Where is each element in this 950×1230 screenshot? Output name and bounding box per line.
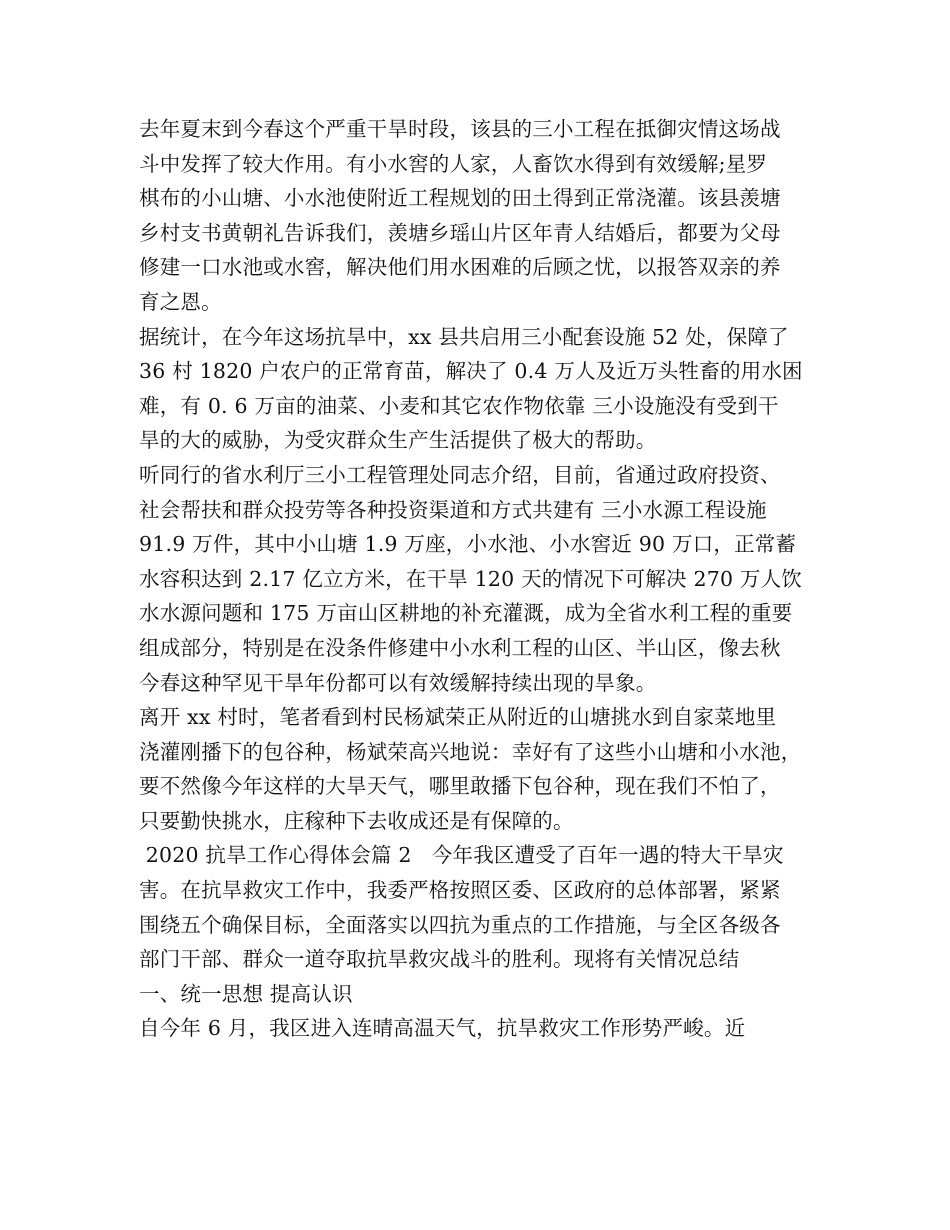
text-line: 去年夏末到今春这个严重干旱时段，该县的三小工程在抵御灾情这场战 <box>139 117 781 141</box>
text-line: 害。在抗旱救灾工作中，我委严格按照区委、区政府的总体部署，紧紧 <box>139 878 781 903</box>
text-line: 水容积达到 2.17 亿立方米，在干旱 120 天的情况下可解决 270 万人饮 <box>139 566 802 591</box>
text-line: 难，有 0. 6 万亩的油菜、小麦和其它农作物依靠 三小设施没有受到干 <box>139 393 779 418</box>
text-line: 修建一口水池或水窖，解决他们用水困难的后顾之忧，以报答双亲的养 <box>139 255 781 280</box>
subheading-line: 一、统一思想 提高认识 <box>139 981 353 1006</box>
text-line: 围绕五个确保目标，全面落实以四抗为重点的工作措施，与全区各级各 <box>139 912 781 937</box>
text-line: 社会帮扶和群众投劳等各种投资渠道和方式共建有 三小水源工程设施 <box>139 497 767 522</box>
text-line: 36 村 1820 户农户的正常育苗，解决了 0.4 万人及近万头牲畜的用水困 <box>139 359 803 384</box>
text-line: 组成部分，特别是在没条件修建中小水利工程的山区、半山区，像去秋 <box>139 635 781 660</box>
text-line: 水水源问题和 175 万亩山区耕地的补充灌溉，成为全省水利工程的重要 <box>139 601 793 626</box>
section-heading-line: 2020 抗旱工作心得体会篇 2 今年我区遭受了百年一遇的特大干旱灾 <box>139 843 784 868</box>
text-line: 乡村支书黄朝礼告诉我们，羡塘乡瑶山片区年青人结婚后，都要为父母 <box>139 220 781 245</box>
text-line: 棋布的小山塘、小水池使附近工程规划的田土得到正常浇灌。该县羡塘 <box>139 186 781 211</box>
text-line: 育之恩。 <box>139 289 222 314</box>
text-line: 部门干部、群众一道夺取抗旱救灾战斗的胜利。现将有关情况总结 <box>139 947 740 972</box>
text-line: 只要勤快挑水，庄稼种下去收成还是有保障的。 <box>139 808 574 833</box>
text-line: 浇灌刚播下的包谷种，杨斌荣高兴地说：幸好有了这些小山塘和小水池， <box>139 739 802 764</box>
text-line: 今春这种罕见干旱年份都可以有效缓解持续出现的旱象。 <box>139 670 657 695</box>
text-line: 斗中发挥了较大作用。有小水窖的人家，人畜饮水得到有效缓解;星罗 <box>139 151 768 176</box>
document-body <box>139 112 839 1046</box>
text-line: 离开 xx 村时，笔者看到村民杨斌荣正从附近的山塘挑水到自家菜地里 <box>139 705 777 730</box>
text-line: 91.9 万件，其中小山塘 1.9 万座，小水池、小水窖近 90 万口，正常蓄 <box>139 532 797 557</box>
text-line: 旱的大的威胁，为受灾群众生产生活提供了极大的帮助。 <box>139 428 657 453</box>
text-line: 要不然像今年这样的大旱天气，哪里敢播下包谷种，现在我们不怕了， <box>139 774 781 799</box>
text-line: 自今年 6 月，我区进入连晴高温天气，抗旱救灾工作形势严峻。近 <box>139 1016 746 1041</box>
text-line: 听同行的省水利厅三小工程管理处同志介绍，目前，省通过政府投资、 <box>139 462 781 487</box>
text-line: 据统计，在今年这场抗旱中，xx 县共启用三小配套设施 52 处，保障了 <box>139 324 789 349</box>
